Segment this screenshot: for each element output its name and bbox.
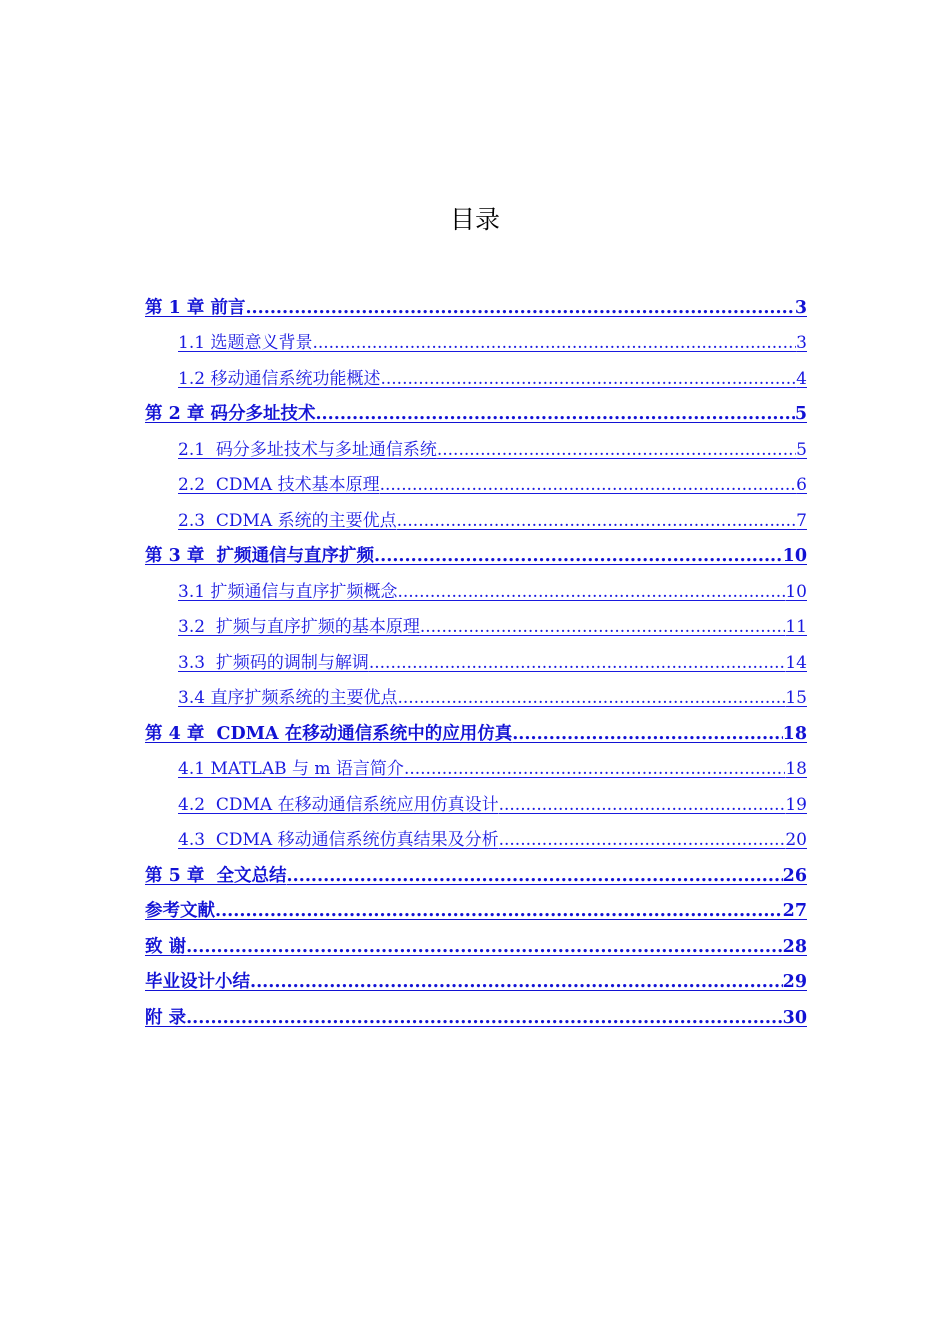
toc-entry-label: 3.1 扩频通信与直序扩频概念 (178, 581, 398, 602)
toc-leader-dots (186, 1006, 783, 1030)
toc-entry-section-3-2[interactable] (145, 610, 807, 646)
toc-leader-dots (397, 580, 785, 604)
toc-leader-dots (215, 899, 783, 923)
toc-entry-section-4-3[interactable] (145, 823, 807, 859)
toc-entry-chapter-4[interactable] (145, 716, 807, 752)
toc-leader-dots (287, 864, 783, 888)
toc-page-number: 14 (785, 652, 807, 673)
toc-entry-section-3-3[interactable] (145, 645, 807, 681)
toc-entry-section-3-1[interactable] (145, 574, 807, 610)
toc-entry-label: 第 3 章 扩频通信与直序扩频 (145, 546, 375, 567)
toc-entry-label: 附 录 (145, 1007, 187, 1028)
toc-leader-dots (250, 970, 783, 994)
toc-leader-dots (397, 686, 785, 710)
toc-leader-dots (245, 296, 794, 320)
toc-leader-dots (369, 651, 786, 675)
toc-entry-section-3-4[interactable] (145, 681, 807, 717)
toc-entry-section-2-3[interactable] (145, 503, 807, 539)
toc-entry-label: 3.2 扩频与直序扩频的基本原理 (178, 617, 420, 638)
toc-leader-dots (420, 615, 786, 639)
toc-entry-label: 2.3 CDMA 系统的主要优点 (178, 510, 397, 531)
toc-page-number: 11 (785, 617, 807, 638)
toc-entry-section-1-2[interactable] (145, 361, 807, 397)
toc-page-number: 19 (785, 794, 807, 815)
toc-leader-dots (315, 402, 794, 426)
toc-page-number: 3 (796, 333, 807, 354)
toc-leader-dots (397, 509, 797, 533)
toc-entry-label: 毕业设计小结 (145, 972, 250, 993)
table-of-contents (145, 290, 807, 1036)
toc-entry-section-4-1[interactable] (145, 752, 807, 788)
toc-entry-chapter-1[interactable] (145, 290, 807, 326)
toc-page-number: 18 (785, 759, 807, 780)
toc-page-number: 26 (782, 865, 807, 886)
toc-entry-label: 2.1 码分多址技术与多址通信系统 (178, 439, 437, 460)
toc-leader-dots (437, 438, 796, 462)
toc-page-number: 4 (796, 368, 807, 389)
toc-entry-acknowledgements[interactable] (145, 929, 807, 965)
toc-entry-label: 参考文献 (145, 901, 215, 922)
toc-entry-chapter-2[interactable] (145, 397, 807, 433)
toc-entry-label: 4.2 CDMA 在移动通信系统应用仿真设计 (178, 794, 499, 815)
toc-entry-label: 致 谢 (145, 936, 187, 957)
toc-entry-design-summary[interactable] (145, 965, 807, 1001)
toc-page-number: 27 (782, 901, 807, 922)
toc-entry-label: 4.1 MATLAB 与 m 语言简介 (178, 759, 404, 780)
toc-entry-label: 第 5 章 全文总结 (145, 865, 287, 886)
toc-entry-label: 3.3 扩频码的调制与解调 (178, 652, 369, 673)
toc-entry-section-2-2[interactable] (145, 468, 807, 504)
toc-page-number: 5 (794, 404, 807, 425)
toc-page-number: 20 (785, 830, 807, 851)
toc-entry-label: 3.4 直序扩频系统的主要优点 (178, 688, 398, 709)
toc-entry-label: 2.2 CDMA 技术基本原理 (178, 475, 380, 496)
toc-entry-chapter-5[interactable] (145, 858, 807, 894)
toc-entry-label: 第 4 章 CDMA 在移动通信系统中的应用仿真 (145, 723, 513, 744)
toc-entry-label: 4.3 CDMA 移动通信系统仿真结果及分析 (178, 830, 499, 851)
toc-leader-dots (512, 722, 782, 746)
toc-page-number: 28 (782, 936, 807, 957)
toc-entry-section-4-2[interactable] (145, 787, 807, 823)
toc-title: 目录 (449, 205, 500, 234)
toc-page-number: 6 (796, 475, 807, 496)
toc-leader-dots (186, 935, 783, 959)
toc-page-number: 7 (796, 510, 807, 531)
toc-page-number: 10 (782, 546, 807, 567)
toc-page-number: 29 (782, 972, 807, 993)
toc-leader-dots (380, 473, 797, 497)
toc-leader-dots (499, 828, 786, 852)
toc-page-number: 5 (796, 439, 807, 460)
toc-leader-dots (404, 757, 785, 781)
toc-leader-dots (380, 367, 796, 391)
toc-entry-label: 1.1 选题意义背景 (178, 333, 313, 354)
toc-leader-dots (499, 793, 786, 817)
toc-entry-section-2-1[interactable] (145, 432, 807, 468)
toc-leader-dots (312, 331, 796, 355)
toc-entry-chapter-3[interactable] (145, 539, 807, 575)
toc-page-number: 10 (785, 581, 807, 602)
toc-entry-appendix[interactable] (145, 1000, 807, 1036)
toc-page-number: 3 (794, 297, 807, 318)
toc-entry-label: 第 2 章 码分多址技术 (145, 404, 316, 425)
toc-page-number: 18 (782, 723, 807, 744)
toc-leader-dots (374, 544, 783, 568)
toc-page-number: 30 (782, 1007, 807, 1028)
toc-entry-label: 1.2 移动通信系统功能概述 (178, 368, 381, 389)
toc-entry-label: 第 1 章 前言 (145, 297, 246, 318)
toc-entry-references[interactable] (145, 894, 807, 930)
toc-page-number: 15 (785, 688, 807, 709)
toc-entry-section-1-1[interactable] (145, 326, 807, 362)
